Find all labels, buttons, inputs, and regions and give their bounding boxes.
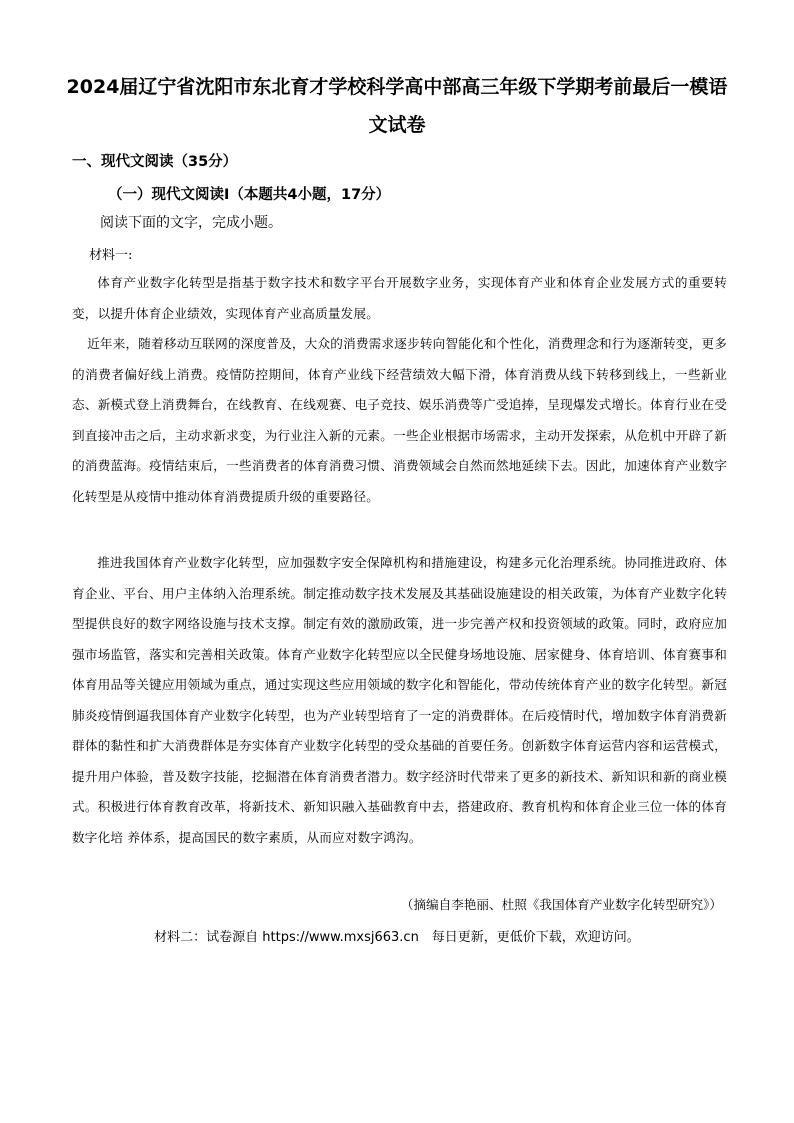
- paragraph-definition: 体育产业数字化转型是指基于数字技术和数字平台开展数字业务，实现体育产业和体育企业发展方式的重要转变，以提升体育企业绩效，实现体育产业高质量发展。: [72, 275, 727, 321]
- material-one-label: 材料一:: [89, 248, 133, 263]
- material-two-source-note: 材料二：试卷源自 https://www.mxsj663.cn 每日更新，更低价下载，欢迎访问。: [154, 930, 640, 945]
- document-title: 2024届辽宁省沈阳市东北育才学校科学高中部高三年级下学期考前最后一模语文试卷: [66, 76, 728, 136]
- paragraph-consumption-shift: 近年来，随着移动互联网的深度普及，大众的消费需求逐步转向智能化和个性化，消费理念和行为逐渐转变，更多的消费者偏好线上消费。疫情防控期间，体育产业线下经营绩效大幅下滑，体育消费从线下转移到线上，一些新业态、新模式登上消费舞台，在线教育、在线观赛、电子竞技、娱乐消费等广受追捧，呈现爆发式增长。体育行业在受到直接冲击之后，主动求新求变，为行业注入新的元素。一些企业根据市场需求，主动开发探索，从危机中开辟了新的消费蓝海。疫情结束后，一些消费者的体育消费习惯、消费领域会自然而然地延续下去。因此，加速体育产业数字化转型是从疫情中推动体育消费提质升级的重要路径。: [72, 336, 727, 504]
- reading-instruction: 阅读下面的文字，完成小题。: [100, 215, 282, 231]
- subsection-heading: （一）现代文阅读Ⅰ（本题共4小题，17分）: [108, 187, 391, 203]
- paragraph-recommendations: 推进我国体育产业数字化转型，应加强数字安全保障机构和措施建设，构建多元化治理系统。协同推进政府、体育企业、平台、用户主体纳入治理系统。制定推动数字技术发展及其基础设施建设的相关政策，为体育产业数字化转型提供良好的数字网络设施与技术支撑。制定有效的激励政策，进一步完善产权和投资领域的政策。同时，政府应加强市场监管，落实和完善相关政策。体育产业数字化转型应以全民健身场地设施、居家健身、体育培训、体育赛事和体育用品等关键应用领域为重点，通过实现这些应用领域的数字化和智能化，带动传统体育产业的数字化转型。新冠肺炎疫情倒逼我国体育产业数字化转型，也为产业转型培育了一定的消费群体。在后疫情时代，增加数字体育消费新群体的黏性和扩大消费群体是夯实体育产业数字化转型的受众基础的首要任务。创新数字体育运营内容和运营模式，提升用户体验，普及数字技能，挖掘潜在体育消费者潜力。数字经济时代带来了更多的新技术、新知识和新的商业模式。积极进行体育教育改革，将新技术、新知识融入基础教育中去，搭建政府、教育机构和体育企业三位一体的体育数字化培 养体系，提高国民的数字素质，从而应对数字鸿沟。: [72, 555, 727, 845]
- source-citation: （摘编自李艳丽、杜照《我国体育产业数字化转型研究》）: [400, 897, 722, 912]
- section-heading: 一、现代文阅读（35分）: [72, 154, 238, 170]
